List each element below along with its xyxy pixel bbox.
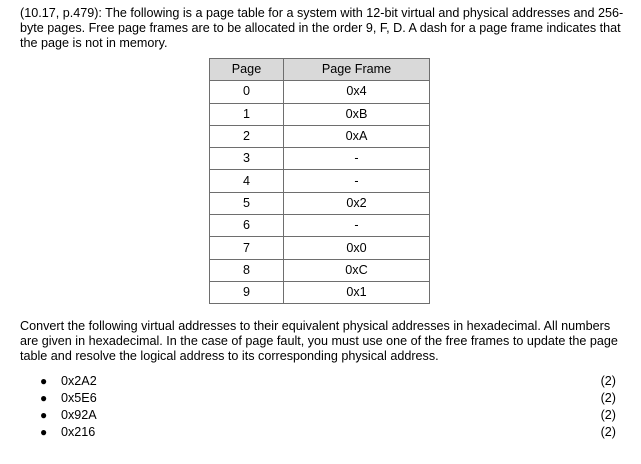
- page-cell: 8: [210, 259, 284, 281]
- page-cell: 6: [210, 215, 284, 237]
- bullet-icon: ●: [40, 425, 48, 439]
- frame-cell: 0x0: [284, 237, 430, 259]
- question-list: [40, 373, 616, 441]
- virtual-address: 0x92A: [61, 408, 97, 422]
- frame-cell: 0xA: [284, 125, 430, 147]
- list-item: [40, 424, 616, 441]
- frame-cell: 0x2: [284, 192, 430, 214]
- header-page: Page: [210, 59, 284, 81]
- bullet-icon: ●: [40, 408, 48, 422]
- instructions-paragraph: Convert the following virtual addresses to their equivalent physical addresses in hexadecimal. All numbers are given in hexadecimal. In the case of page fault, you must use one of the free frames to update the page table and resolve the logical address to its corresponding physical address.: [20, 319, 618, 363]
- table-row: [210, 281, 430, 303]
- list-item: [40, 373, 616, 390]
- table-row: [210, 215, 430, 237]
- table-row: [210, 125, 430, 147]
- marks-label: (2): [600, 408, 616, 422]
- frame-cell: -: [284, 148, 430, 170]
- frame-cell: 0x4: [284, 81, 430, 103]
- table-row: [210, 103, 430, 125]
- page-table: [209, 58, 430, 304]
- intro-paragraph: (10.17, p.479): The following is a page table for a system with 12-bit virtual and physical addresses and 256-byte pages. Free page frames are to be allocated in the order 9, F, D. A dash for a page frame indicates that the page is not in memory.: [20, 6, 624, 50]
- page-cell: 0: [210, 81, 284, 103]
- table-header-row: [210, 59, 430, 81]
- bullet-icon: ●: [40, 391, 48, 405]
- header-page-frame: Page Frame: [284, 59, 430, 81]
- marks-label: (2): [600, 391, 616, 405]
- virtual-address: 0x216: [61, 425, 96, 439]
- frame-cell: 0xC: [284, 259, 430, 281]
- page-cell: 2: [210, 125, 284, 147]
- list-item: [40, 407, 616, 424]
- page-cell: 9: [210, 281, 284, 303]
- frame-cell: 0x1: [284, 281, 430, 303]
- table-row: [210, 237, 430, 259]
- page-cell: 3: [210, 148, 284, 170]
- page-cell: 7: [210, 237, 284, 259]
- page-cell: 5: [210, 192, 284, 214]
- marks-label: (2): [600, 374, 616, 388]
- list-item: [40, 390, 616, 407]
- frame-cell: -: [284, 215, 430, 237]
- page-cell: 1: [210, 103, 284, 125]
- table-row: [210, 148, 430, 170]
- table-row: [210, 192, 430, 214]
- page-cell: 4: [210, 170, 284, 192]
- frame-cell: 0xB: [284, 103, 430, 125]
- frame-cell: -: [284, 170, 430, 192]
- table-row: [210, 259, 430, 281]
- virtual-address: 0x2A2: [61, 374, 97, 388]
- marks-label: (2): [600, 425, 616, 439]
- table-row: [210, 81, 430, 103]
- table-row: [210, 170, 430, 192]
- virtual-address: 0x5E6: [61, 391, 97, 405]
- bullet-icon: ●: [40, 374, 48, 388]
